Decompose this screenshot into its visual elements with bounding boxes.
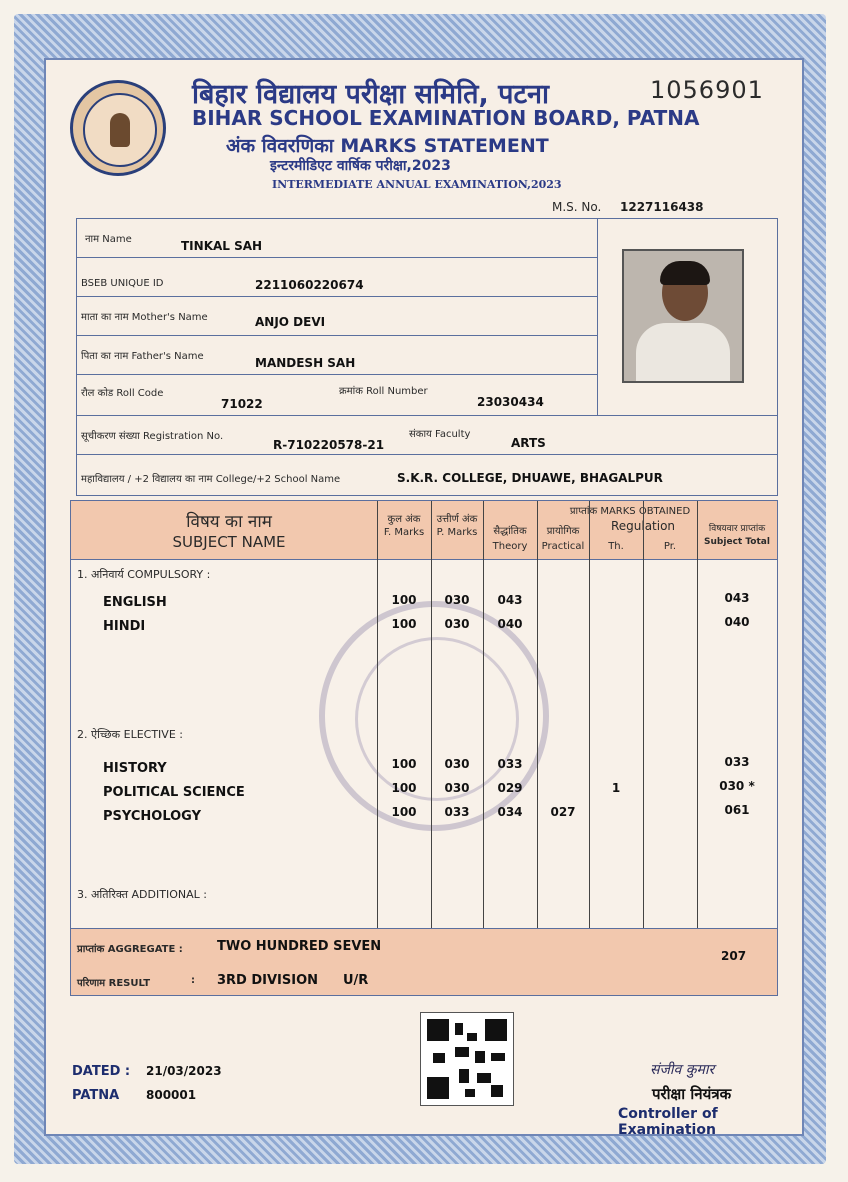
full-marks: 100 [391, 617, 417, 631]
exam-title-hindi: इन्टरमीडिएट वार्षिक परीक्षा,2023 [270, 158, 451, 174]
bseb-row [77, 258, 597, 297]
full-marks-hindi: कुल अंक [387, 514, 421, 525]
name-row [77, 219, 597, 258]
pin-value: 800001 [146, 1088, 197, 1102]
subject-total: 030 * [719, 779, 755, 793]
marks-table-header [71, 501, 777, 560]
roll-code-value: 71022 [221, 397, 263, 411]
subject-total: 043 [724, 591, 750, 605]
result-value: 3RD DIVISION [217, 973, 319, 988]
practical-english: Practical [541, 541, 585, 552]
regulation-theory-marks: 1 [611, 781, 621, 795]
aggregate-words: TWO HUNDRED SEVEN [217, 939, 382, 954]
registration-row [77, 416, 777, 455]
column-divider [483, 501, 484, 929]
board-title-hindi: बिहार विद्यालय परीक्षा समिति, पटना [192, 79, 550, 110]
ms-no-label: M.S. No. [552, 200, 602, 214]
marks-statement [58, 68, 774, 1138]
subject-total: 040 [724, 615, 750, 629]
theory-hindi: सैद्धांतिक [493, 526, 527, 537]
subject-hindi-header: विषय का नाम [186, 512, 272, 532]
faculty-label: संकाय Faculty [409, 429, 471, 440]
mother-value: ANJO DEVI [255, 315, 326, 329]
practical-hindi: प्रायोगिक [546, 526, 580, 537]
column-divider [589, 501, 590, 929]
father-label: पिता का नाम Father's Name [81, 351, 204, 362]
regulation-th: Th. [608, 541, 624, 552]
subject-name: PSYCHOLOGY [103, 809, 201, 824]
father-value: MANDESH SAH [255, 356, 356, 370]
pass-marks: 030 [444, 781, 470, 795]
registration-value: R-710220578-21 [273, 438, 385, 452]
regulation-header: Regulation [610, 519, 676, 533]
full-marks: 100 [391, 757, 417, 771]
bseb-label: BSEB UNIQUE ID [81, 278, 164, 289]
theory-marks: 029 [497, 781, 523, 795]
college-label: महाविद्यालय / +2 विद्यालय का नाम College/+2 School Name [81, 474, 341, 485]
subject-name: ENGLISH [103, 595, 167, 610]
theory-marks: 040 [497, 617, 523, 631]
full-marks: 100 [391, 781, 417, 795]
theory-marks: 043 [497, 593, 523, 607]
pass-marks: 030 [444, 757, 470, 771]
result-label: परिणाम RESULT [77, 978, 151, 989]
dated-label: DATED : [72, 1064, 131, 1079]
marks-obtained-header: प्राप्तांक MARKS OBTAINED [569, 506, 691, 517]
header [58, 68, 774, 218]
section-elective: 2. ऐच्छिक ELECTIVE : [77, 728, 183, 741]
theory-marks: 034 [497, 805, 523, 819]
aggregate-label: प्राप्तांक AGGREGATE : [77, 944, 183, 955]
roll-number-value: 23030434 [477, 395, 544, 409]
photo-cell [597, 219, 778, 415]
college-value: S.K.R. COLLEGE, DHUAWE, BHAGALPUR [397, 471, 663, 485]
aggregate-box [70, 928, 778, 996]
pass-marks: 030 [444, 593, 470, 607]
place-label: PATNA [72, 1088, 120, 1103]
result-suffix: U/R [343, 973, 369, 988]
section-compulsory: 1. अनिवार्य COMPULSORY : [77, 568, 211, 581]
pass-marks-english: P. Marks [436, 527, 478, 538]
subject-total: 033 [724, 755, 750, 769]
full-marks-english: F. Marks [383, 527, 425, 538]
student-info-table [76, 218, 778, 496]
roll-number-label: क्रमांक Roll Number [339, 386, 428, 397]
ms-no-value: 1227116438 [620, 200, 704, 214]
column-divider [643, 501, 644, 929]
name-value: TINKAL SAH [181, 239, 263, 253]
bseb-value: 2211060220674 [255, 278, 364, 292]
watermark-seal-icon [319, 601, 549, 831]
serial-number: 1056901 [650, 76, 764, 104]
roll-code-label: रौल कोड Roll Code [81, 388, 164, 399]
marks-statement-title: अंक विवरणिका MARKS STATEMENT [226, 135, 549, 157]
college-row [77, 455, 777, 495]
controller-hindi: परीक्षा नियंत्रक [652, 1085, 732, 1103]
column-divider [377, 501, 378, 929]
subject-total: 061 [724, 803, 750, 817]
student-photo [622, 249, 744, 383]
subject-total-english: Subject Total [704, 537, 770, 547]
subject-name: POLITICAL SCIENCE [103, 785, 245, 800]
registration-label: सूचीकरण संख्या Registration No. [81, 431, 224, 442]
regulation-pr: Pr. [663, 541, 677, 552]
name-label: नाम Name [85, 234, 132, 245]
column-divider [697, 501, 698, 929]
subject-name: HINDI [103, 619, 146, 634]
faculty-value: ARTS [511, 436, 546, 450]
column-divider [537, 501, 538, 929]
aggregate-value: 207 [721, 949, 747, 963]
father-row [77, 336, 597, 375]
mother-label: माता का नाम Mother's Name [81, 312, 208, 323]
subject-name: HISTORY [103, 761, 167, 776]
subject-english-header: SUBJECT NAME [172, 533, 286, 551]
pass-marks: 033 [444, 805, 470, 819]
theory-marks: 033 [497, 757, 523, 771]
controller-english: Controller of Examination [618, 1106, 718, 1138]
column-divider [431, 501, 432, 929]
marks-table [70, 500, 778, 930]
subject-total-hindi: विषयवार प्राप्तांक [708, 524, 766, 534]
full-marks: 100 [391, 805, 417, 819]
section-additional: 3. अतिरिक्त ADDITIONAL : [77, 888, 207, 901]
pass-marks-hindi: उत्तीर्ण अंक [436, 514, 478, 525]
theory-english: Theory [492, 541, 528, 552]
qr-code-icon [420, 1012, 514, 1106]
exam-title-english: INTERMEDIATE ANNUAL EXAMINATION,2023 [272, 178, 562, 191]
result-colon: : [191, 975, 195, 986]
board-logo-icon [70, 80, 166, 176]
board-title-english: BIHAR SCHOOL EXAMINATION BOARD, PATNA [192, 106, 700, 130]
pass-marks: 030 [444, 617, 470, 631]
mother-row [77, 297, 597, 336]
signature: संजीव कुमार [650, 1062, 715, 1078]
practical-marks: 027 [550, 805, 576, 819]
dated-value: 21/03/2023 [146, 1064, 222, 1078]
full-marks: 100 [391, 593, 417, 607]
